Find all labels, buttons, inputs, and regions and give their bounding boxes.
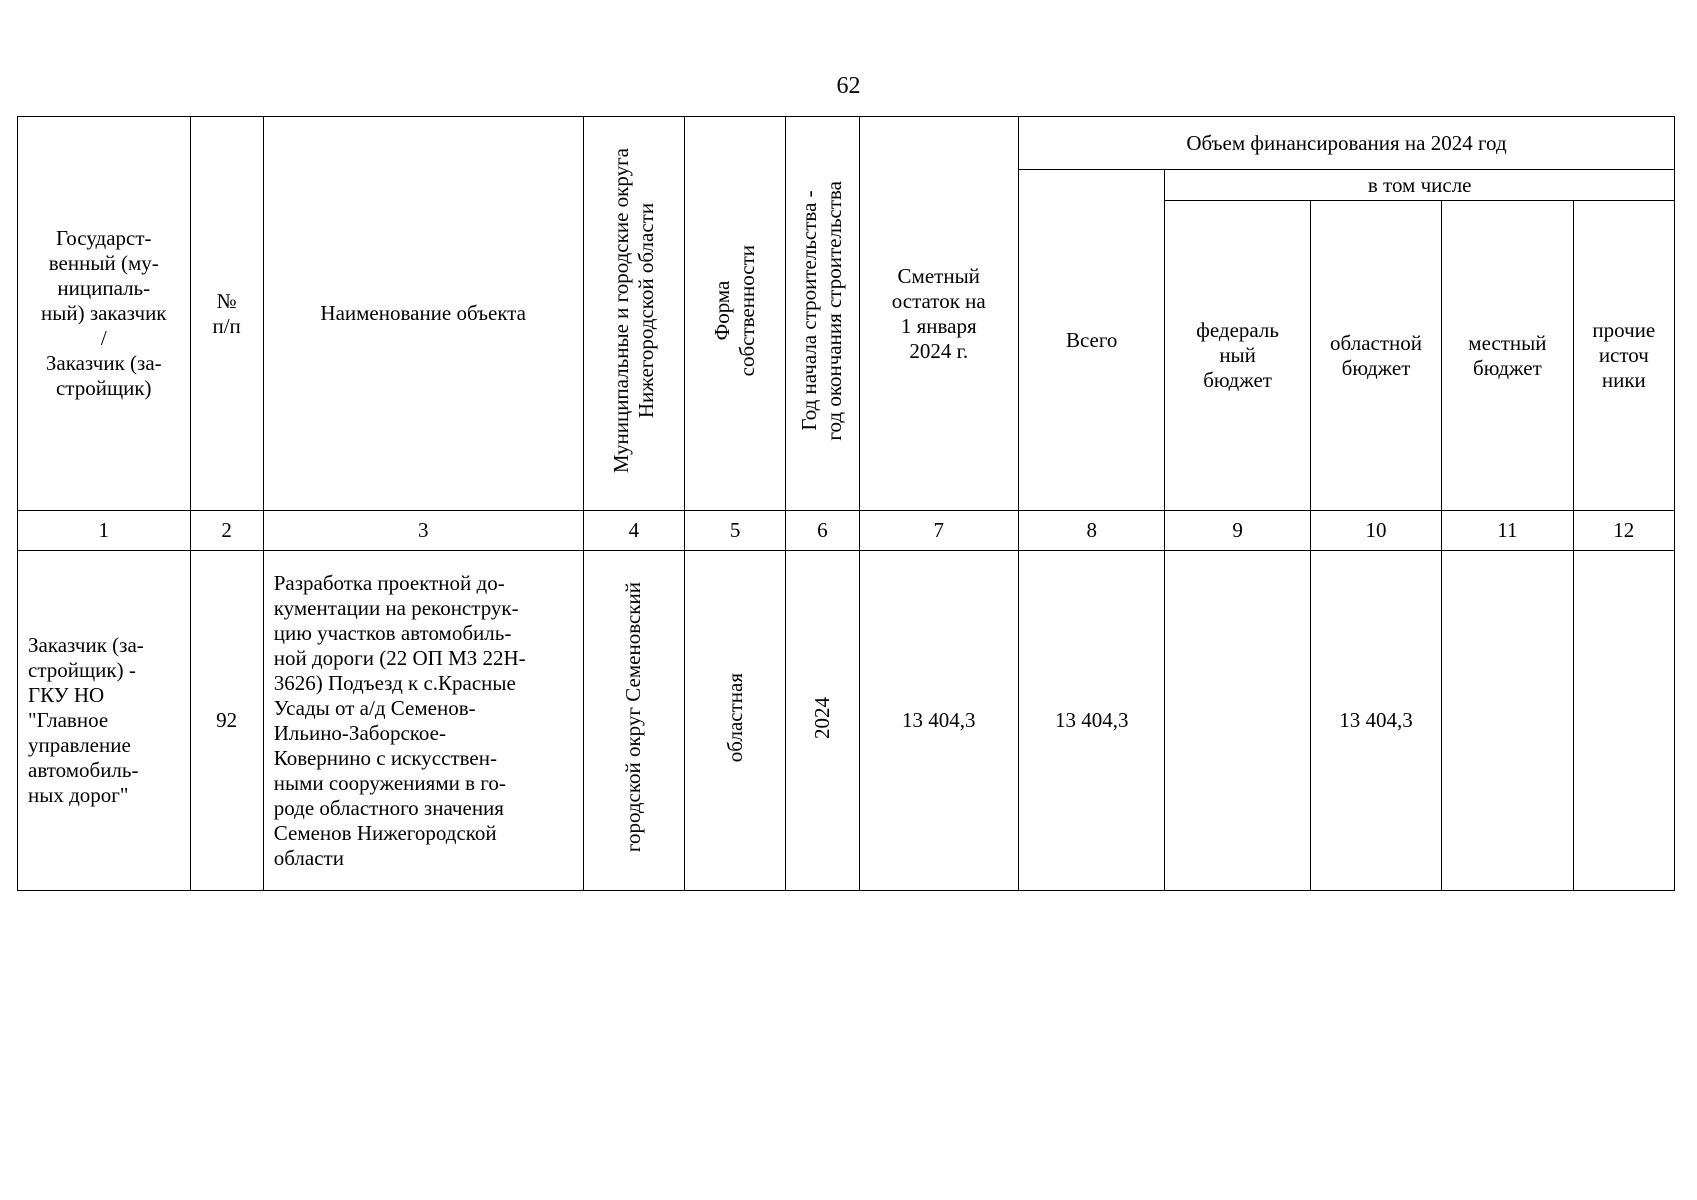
row-ownership: областная	[722, 672, 747, 763]
column-number: 11	[1442, 511, 1573, 551]
header-municipalities: Муниципальные и городские округа Нижегородской области	[608, 147, 658, 474]
column-number: 8	[1018, 511, 1164, 551]
header-other-sources: прочие источ ники	[1573, 201, 1674, 511]
row-local-budget	[1442, 551, 1573, 891]
row-total: 13 404,3	[1018, 551, 1164, 891]
row-estimated-balance: 13 404,3	[859, 551, 1018, 891]
column-number: 3	[263, 511, 583, 551]
row-municipality: городской округ Семеновский	[621, 582, 646, 853]
column-number: 9	[1165, 511, 1310, 551]
header-number: № п/п	[190, 117, 263, 511]
column-number-row	[18, 511, 1675, 551]
column-number: 12	[1573, 511, 1674, 551]
financing-table	[17, 116, 1675, 891]
row-customer: Заказчик (за- стройщик) - ГКУ НО "Главное управление автомобиль- ных дорог"	[18, 551, 191, 891]
header-municipalities-cell	[583, 117, 684, 511]
header-total: Всего	[1018, 170, 1164, 511]
row-federal-budget	[1165, 551, 1310, 891]
column-number: 2	[190, 511, 263, 551]
header-customer: Государст- венный (му- ниципаль- ный) заказчик / Заказчик (за- стройщик)	[18, 117, 191, 511]
header-object-name: Наименование объекта	[263, 117, 583, 511]
header-estimated-balance: Сметный остаток на 1 января 2024 г.	[859, 117, 1018, 511]
column-number: 10	[1310, 511, 1441, 551]
column-number: 6	[786, 511, 859, 551]
table-row	[18, 551, 1675, 891]
row-other-sources	[1573, 551, 1674, 891]
row-years: 2024	[809, 696, 834, 739]
header-including: в том числе	[1165, 170, 1675, 201]
header-funding-volume: Объем финансирования на 2024 год	[1018, 117, 1674, 170]
row-municipality-cell	[583, 551, 684, 891]
header-federal-budget: федераль ный бюджет	[1165, 201, 1310, 511]
column-number: 5	[684, 511, 785, 551]
header-ownership: Форма собственности	[710, 244, 760, 377]
header-regional-budget: областной бюджет	[1310, 201, 1441, 511]
row-years-cell	[786, 551, 859, 891]
page-number: 62	[836, 73, 861, 99]
row-regional-budget: 13 404,3	[1310, 551, 1441, 891]
header-construction-years-cell	[786, 117, 859, 511]
row-ownership-cell	[684, 551, 785, 891]
header-local-budget: местный бюджет	[1442, 201, 1573, 511]
row-object-name: Разработка проектной до- кументации на реконструк- цию участков автомобиль- ной дороги (22 ОП МЗ 22Н- 3626) Подъезд к с.Красные Усады от а/д Семенов- Ильино-Заборское- Ковернино с искусствен- ными сооружениями в го- роде областного значения Семенов Нижегородской области	[263, 551, 583, 891]
column-number: 1	[18, 511, 191, 551]
header-ownership-cell	[684, 117, 785, 511]
column-number: 4	[583, 511, 684, 551]
column-number: 7	[859, 511, 1018, 551]
row-number: 92	[190, 551, 263, 891]
header-construction-years: Год начала строительства - год окончания строительства	[797, 180, 847, 441]
